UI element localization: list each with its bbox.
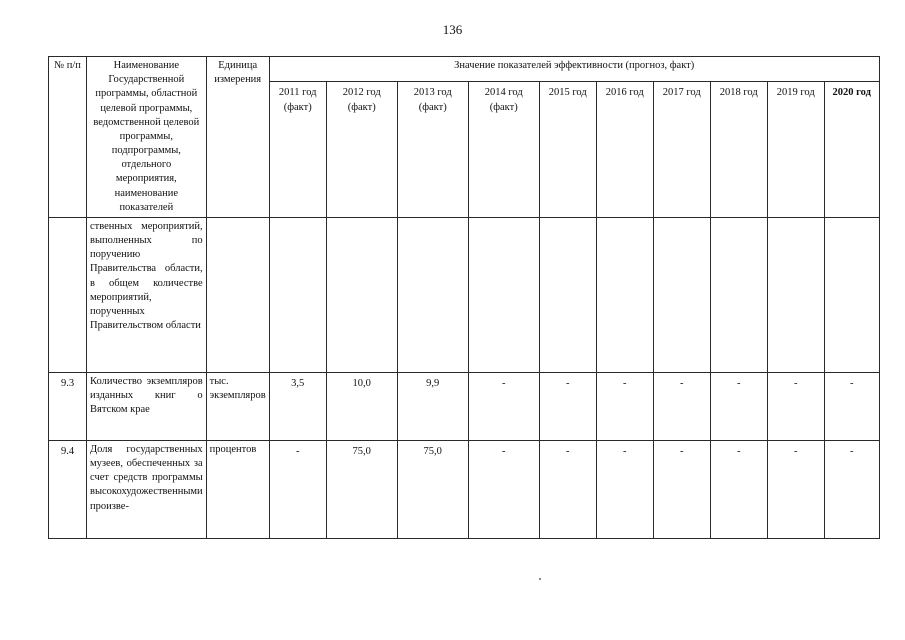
row-value: - bbox=[539, 372, 596, 440]
row-value: - bbox=[767, 372, 824, 440]
row-num: 9.4 bbox=[49, 440, 87, 538]
header-year: 2013 год (факт) bbox=[397, 82, 468, 218]
row-value bbox=[326, 217, 397, 372]
row-value: - bbox=[468, 372, 539, 440]
row-value bbox=[397, 217, 468, 372]
header-year: 2011 год (факт) bbox=[269, 82, 326, 218]
row-value bbox=[710, 217, 767, 372]
row-num bbox=[49, 217, 87, 372]
header-year: 2017 год bbox=[653, 82, 710, 218]
row-num: 9.3 bbox=[49, 372, 87, 440]
row-value bbox=[539, 217, 596, 372]
row-value bbox=[824, 217, 879, 372]
row-value: - bbox=[653, 372, 710, 440]
row-value: 75,0 bbox=[397, 440, 468, 538]
header-unit: Единица измерения bbox=[206, 57, 269, 218]
row-value bbox=[269, 217, 326, 372]
header-name: Наименование Государственной программы, областной целевой программы, ведомственной целевой программы, подпрограммы, отдельного мероприятия, наименование показателей bbox=[87, 57, 207, 218]
row-value: - bbox=[539, 440, 596, 538]
row-value: - bbox=[596, 440, 653, 538]
row-value: - bbox=[710, 372, 767, 440]
row-unit bbox=[206, 217, 269, 372]
row-value: - bbox=[468, 440, 539, 538]
header-row bbox=[49, 57, 880, 82]
header-num: № п/п bbox=[49, 57, 87, 218]
scan-artifact bbox=[539, 578, 541, 580]
header-year: 2020 год bbox=[824, 82, 879, 218]
row-value bbox=[767, 217, 824, 372]
row-name: Количество экземпляров изданных книг о Вятском крае bbox=[87, 372, 207, 440]
header-year: 2014 год (факт) bbox=[468, 82, 539, 218]
row-value: - bbox=[596, 372, 653, 440]
table-row bbox=[49, 372, 880, 440]
header-year: 2016 год bbox=[596, 82, 653, 218]
table-row bbox=[49, 440, 880, 538]
header-year: 2019 год bbox=[767, 82, 824, 218]
row-value bbox=[468, 217, 539, 372]
row-value: - bbox=[710, 440, 767, 538]
table-row bbox=[49, 217, 880, 372]
page-number: 136 bbox=[442, 22, 463, 37]
row-value: 9,9 bbox=[397, 372, 468, 440]
row-value bbox=[596, 217, 653, 372]
row-value: - bbox=[767, 440, 824, 538]
efficiency-indicators-table bbox=[48, 56, 880, 539]
header-year: 2018 год bbox=[710, 82, 767, 218]
row-unit: тыс. экземпляров bbox=[206, 372, 269, 440]
row-name: ственных мероприятий, выполненных по поручению Правительства области, в общем количестве мероприятий, порученных Правительством области bbox=[87, 217, 207, 372]
header-year: 2015 год bbox=[539, 82, 596, 218]
row-value: - bbox=[653, 440, 710, 538]
row-value: 10,0 bbox=[326, 372, 397, 440]
row-value: - bbox=[269, 440, 326, 538]
row-value: 3,5 bbox=[269, 372, 326, 440]
row-value: - bbox=[824, 440, 879, 538]
header-values: Значение показателей эффективности (прогноз, факт) bbox=[269, 57, 879, 82]
row-name: Доля государственных музеев, обеспеченных за счет средств программы высокохудожественными произве- bbox=[87, 440, 207, 538]
row-value: 75,0 bbox=[326, 440, 397, 538]
row-unit: процентов bbox=[206, 440, 269, 538]
header-year: 2012 год (факт) bbox=[326, 82, 397, 218]
row-value: - bbox=[824, 372, 879, 440]
row-value bbox=[653, 217, 710, 372]
